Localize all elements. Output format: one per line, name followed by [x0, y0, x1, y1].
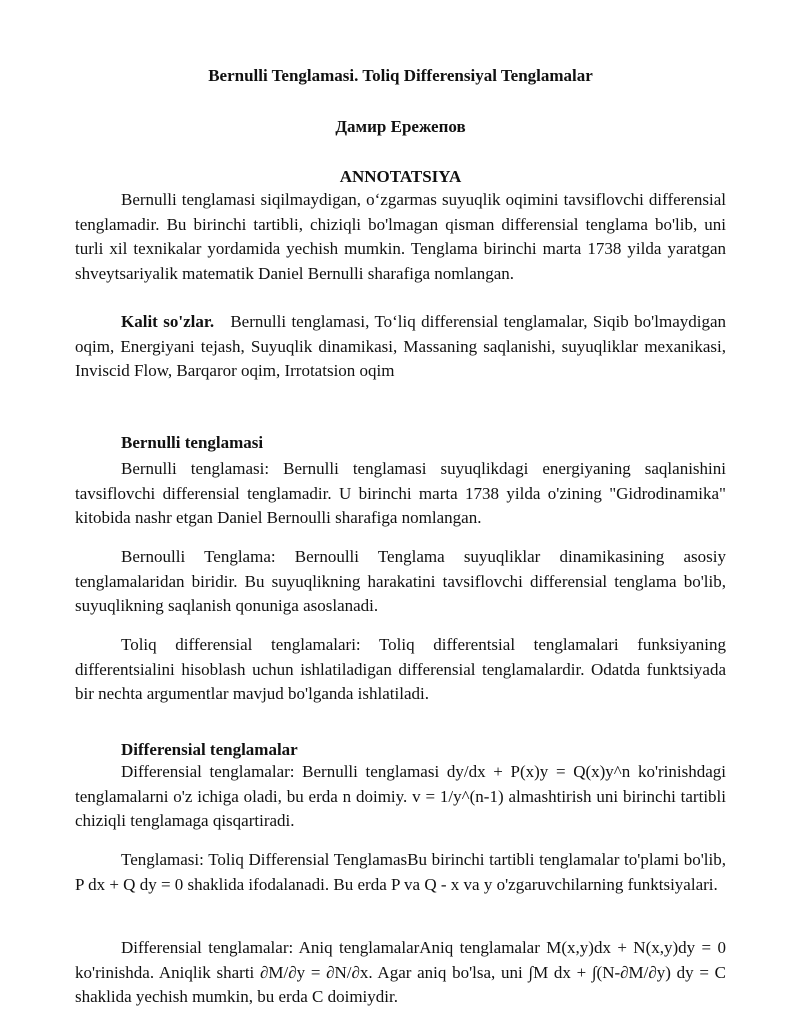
keywords-paragraph: [75, 310, 726, 384]
section-heading-bernulli: Bernulli tenglamasi: [121, 433, 264, 452]
abstract-text: Bernulli tenglamasi siqilmaydigan, o‘zgarmas suyuqlik oqimini tavsiflovchi differensial tenglamadir. Bu birinchi tartibli, chiziqli bo'lmagan qisman differensial tenglama bo'lib, uni turli xil texnikalar yordamida yechish mumkin. Tenglama birinchi marta 1738 yilda yaratgan shveytsariyalik matematik Daniel Bernulli sharafiga nomlangan.: [75, 190, 726, 283]
section1-paragraph-3: Toliq differensial tenglamalari: Toliq differentsial tenglamalari funksiyaning differentsialini hisoblash uchun ishlatiladigan differensial tenglamalardir. Odatda funktsiyada bir nechta argumentlar mavjud bo'lganda ishlatiladi.: [75, 635, 726, 703]
section2-paragraph-1: Differensial tenglamalar: Bernulli tenglamasi dy/dx + P(x)y = Q(x)y^n ko'rinishdagi tenglamalarni o'z ichiga oladi, bu erda n doimiy. v = 1/y^(n-1) almashtirish uni birinchi tartibli chiziqli tenglamaga qisqartiradi.: [75, 762, 726, 830]
section2-paragraph-3: Differensial tenglamalar: Aniq tenglamalarAniq tenglamalar M(x,y)dx + N(x,y)dy = 0 ko'rinishda. Aniqlik sharti ∂M/∂y = ∂N/∂x. Agar aniq bo'lsa, uni ∫M dx + ∫(N-∂M/∂y) dy = C shaklida yechish mumkin, bu erda C doimiydir.: [75, 938, 726, 1006]
section-heading-differensial: Differensial tenglamalar: [121, 740, 298, 759]
section2-paragraph-2: Tenglamasi: Toliq Differensial TenglamasBu birinchi tartibli tenglamalar to'plami bo'lib, P dx + Q dy = 0 shaklida ifodalanadi. Bu erda P va Q - x va y o'zgaruvchilarning funktsiyalari.: [75, 850, 726, 894]
keywords-text: Bernulli tenglamasi, To‘liq differensial tenglamalar, Siqib bo'lmaydigan oqim, Energiyani tejash, Suyuqlik dinamikasi, Massaning saqlanishi, suyuqliklar mexanikasi, Inviscid Flow, Barqaror oqim, Irrotatsion oqim: [75, 312, 727, 380]
section1-paragraph-2: Bernoulli Tenglama: Bernoulli Tenglama suyuqliklar dinamikasining asosiy tenglamalaridan biridir. Bu suyuqlikning harakatini tavsiflovchi differensial tenglama bo'lib, suyuqlikning saqlanish qonuniga asoslanadi.: [75, 547, 726, 615]
keywords-label: Kalit so'zlar.: [121, 312, 215, 331]
abstract-heading: ANNOTATSIYA: [339, 167, 462, 186]
section1-paragraph-1: Bernulli tenglamasi: Bernulli tenglamasi suyuqlikdagi energiyaning saqlanishini tavsiflovchi differensial tenglamadir. U birinchi marta 1738 yilda o'zining "Gidrodinamika" kitobida nashr etgan Daniel Bernoulli sharafiga nomlangan.: [75, 459, 726, 527]
author-name: Дамир Ережепов: [335, 117, 466, 136]
document-title: Bernulli Tenglamasi. Toliq Differensiyal Tenglamalar: [208, 66, 593, 85]
